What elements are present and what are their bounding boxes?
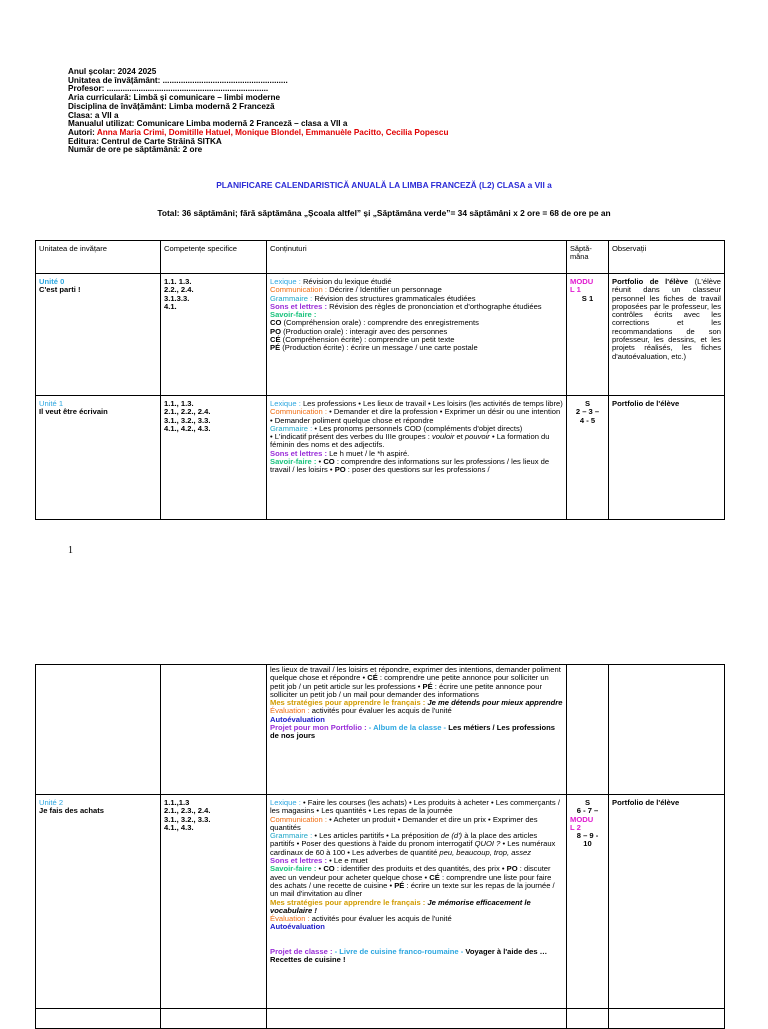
planning-table xyxy=(35,240,725,520)
col-header-week: Săptă-mâna xyxy=(567,241,609,274)
contents-cell: Lexique : Les professions • Les lieux de travail • Les loisirs (les activités de temps libre) Communication : • Demander et dire la profession • Exprimer un désir ou une intention • Demander poliment quelque chose et répondre Grammaire : • Les pronoms personnels COD (compléments d'objet directs) • L'indicatif présent des verbes du IIIe groupes : vouloir et pouvoir • La formation du féminin des noms et des adjectifs. Sons et lettres : Le h muet / le *h aspiré. Savoir-faire : • CO : comprendre des informations sur les professions / les lieux de travail / les loisirs • PO : poser des questions sur les professions / xyxy=(267,396,567,520)
document-header xyxy=(68,68,708,155)
school-year: Anul școlar: 2024 2025 xyxy=(68,67,157,76)
observations-cell xyxy=(609,665,725,795)
total-line: Total: 36 săptămâni; fără săptămâna „Școala altfel” și „Săptămâna verde”= 34 săptămâni x 2 ore = 68 de ore pe an xyxy=(157,208,611,218)
table-row xyxy=(36,274,725,396)
unit-cell: Unité 2 Je fais des achats xyxy=(36,795,161,1009)
table-header-row xyxy=(36,241,725,274)
col-header-contents: Conținuturi xyxy=(267,241,567,274)
plan-title: PLANIFICARE CALENDARISTICĂ ANUALĂ LA LIMBA FRANCEZĂ (L2) CLASA a VII a xyxy=(216,180,552,190)
discipline: Disciplina de învățământ: Limba modernă 2 Franceză xyxy=(68,101,275,111)
textbook: Manualul utilizat: Comunicare Limba modernă 2 Franceză – clasa a VII a xyxy=(68,119,348,129)
page-number: 1 xyxy=(68,545,73,556)
curricular-area: Aria curriculară: Limbă și comunicare – limbi moderne xyxy=(68,93,281,103)
table-row xyxy=(36,795,725,1009)
contents-cell: Lexique : • Faire les courses (les achats) • Les produits à acheter • Les commerçants / les magasins • Les quantités • Les repas de la journée Communication : • Acheter un produit • Demander et dire un prix • Exprimer des quantités Grammaire : • Les articles partitifs • La préposition de (d') à la place des articles partitifs • Poser des questions à l'aide du pronom interrogatif QUOI ? • Les numéraux cardinaux de 60 à 100 • Les adverbes de quantité peu, beaucoup, trop, assez Sons et lettres : • Le e muet Savoir-faire : • CO : identifier des produits et des quantités, des prix • PO : discuter avec un vendeur pour acheter quelque chose • CÉ : comprendre une liste pour faire des achats / une recette de cuisine • PÉ : écrire un texte sur les repas de la journée / un mail d'invitation au dîner Mes stratégies pour apprendre le français : Je mémorise efficacement le vocabulaire ! Évaluation : activités pour évaluer les acquis de l'unité Autoévaluation Projet de classe : - Livre de cuisine franco-roumaine - Voyager à l'aide des … Recettes de cuisine ! xyxy=(267,795,567,1009)
table-row xyxy=(36,1009,725,1029)
table-row xyxy=(36,665,725,795)
competences-cell: 1.1.,1.3 2.1., 2.3., 2.4. 3.1., 3.2., 3.3. 4.1., 4.3. xyxy=(161,795,267,1009)
col-header-competences: Competențe specifice xyxy=(161,241,267,274)
unit-cell xyxy=(36,665,161,795)
week-cell: S 6 - 7 – MODU L 2 8 – 9 - 10 xyxy=(567,795,609,1009)
week-cell: MODU L 1 S 1 xyxy=(567,274,609,396)
competences-cell xyxy=(161,665,267,795)
class-level: Clasa: a VII a xyxy=(68,110,119,120)
document-page-2 xyxy=(0,656,768,1024)
authors: Anna Maria Crimi, Domitille Hatuel, Monique Blondel, Emmanuèle Pacitto, Cecilia Popescu xyxy=(96,127,449,137)
contents-cell: les lieux de travail / les loisirs et répondre, exprimer des intentions, demander poliment quelque chose et répondre • CÉ : comprendre une petite annonce pour solliciter un petit job / un petit article sur les professions • PÉ : écrire une petite annonce pour solliciter un petit job / un mail pour demander des informations Mes stratégies pour apprendre le français : Je me détends pour mieux apprendre Évaluation : activités pour évaluer les acquis de l'unité Autoévaluation Projet pour mon Portfolio : - Album de la classe - Les métiers / Les professions de nos jours xyxy=(267,665,567,795)
observations-cell: Portfolio de l'élève xyxy=(609,396,725,520)
competences-cell: 1.1. 1.3. 2.2., 2.4. 3.1.3.3. 4.1. xyxy=(161,274,267,396)
publisher: Editura: Centrul de Carte Străină SITKA xyxy=(68,136,222,146)
school-unit: Unitatea de învățământ: ....................................................... xyxy=(68,75,288,85)
observations-cell: Portfolio de l'élève xyxy=(609,795,725,1009)
unit-cell: Unité 1 Il veut être écrivain xyxy=(36,396,161,520)
col-header-unit: Unitatea de invățare xyxy=(36,241,161,274)
week-cell: S 2 – 3 – 4 - 5 xyxy=(567,396,609,520)
table-row xyxy=(36,396,725,520)
week-cell xyxy=(567,665,609,795)
planning-table-continued xyxy=(35,664,725,1029)
contents-cell: Lexique : Révision du lexique étudié Communication : Décrire / Identifier un personnage Grammaire : Révision des structures grammaticales étudiées Sons et lettres : Révision des règles de prononciation et d'orthographe étudiées Savoir-faire : CO (Compréhension orale) : comprendre des enregistrements PO (Production orale) : interagir avec des personnes CÉ (Compréhension écrite) : comprendre un petit texte PÉ (Production écrite) : écrire un message / une carte postale xyxy=(267,274,567,396)
authors-line: Autori: Anna Maria Crimi, Domitille Hatuel, Monique Blondel, Emmanuèle Pacitto, Cecilia Popescu xyxy=(68,127,449,137)
page-gap xyxy=(0,590,768,656)
hours-per-week: Număr de ore pe săptămână: 2 ore xyxy=(68,145,203,155)
col-header-observations: Observații xyxy=(609,241,725,274)
unit-cell: Unité 0 C'est parti ! xyxy=(36,274,161,396)
observations-cell: Portfolio de l'élève (L'élève réunit dans un classeur personnel les fiches de travail proposées par le professeur, les contrôles écrits avec les corrections et les recommandations de son professeur, les dessins, et les projets réalisés, les fiches d'autoévaluation, etc.) xyxy=(609,274,725,396)
competences-cell: 1.1., 1.3. 2.1., 2.2., 2.4. 3.1., 3.2., 3.3. 4.1., 4.2., 4.3. xyxy=(161,396,267,520)
teacher: Profesor: ....................................................................... xyxy=(68,84,269,94)
